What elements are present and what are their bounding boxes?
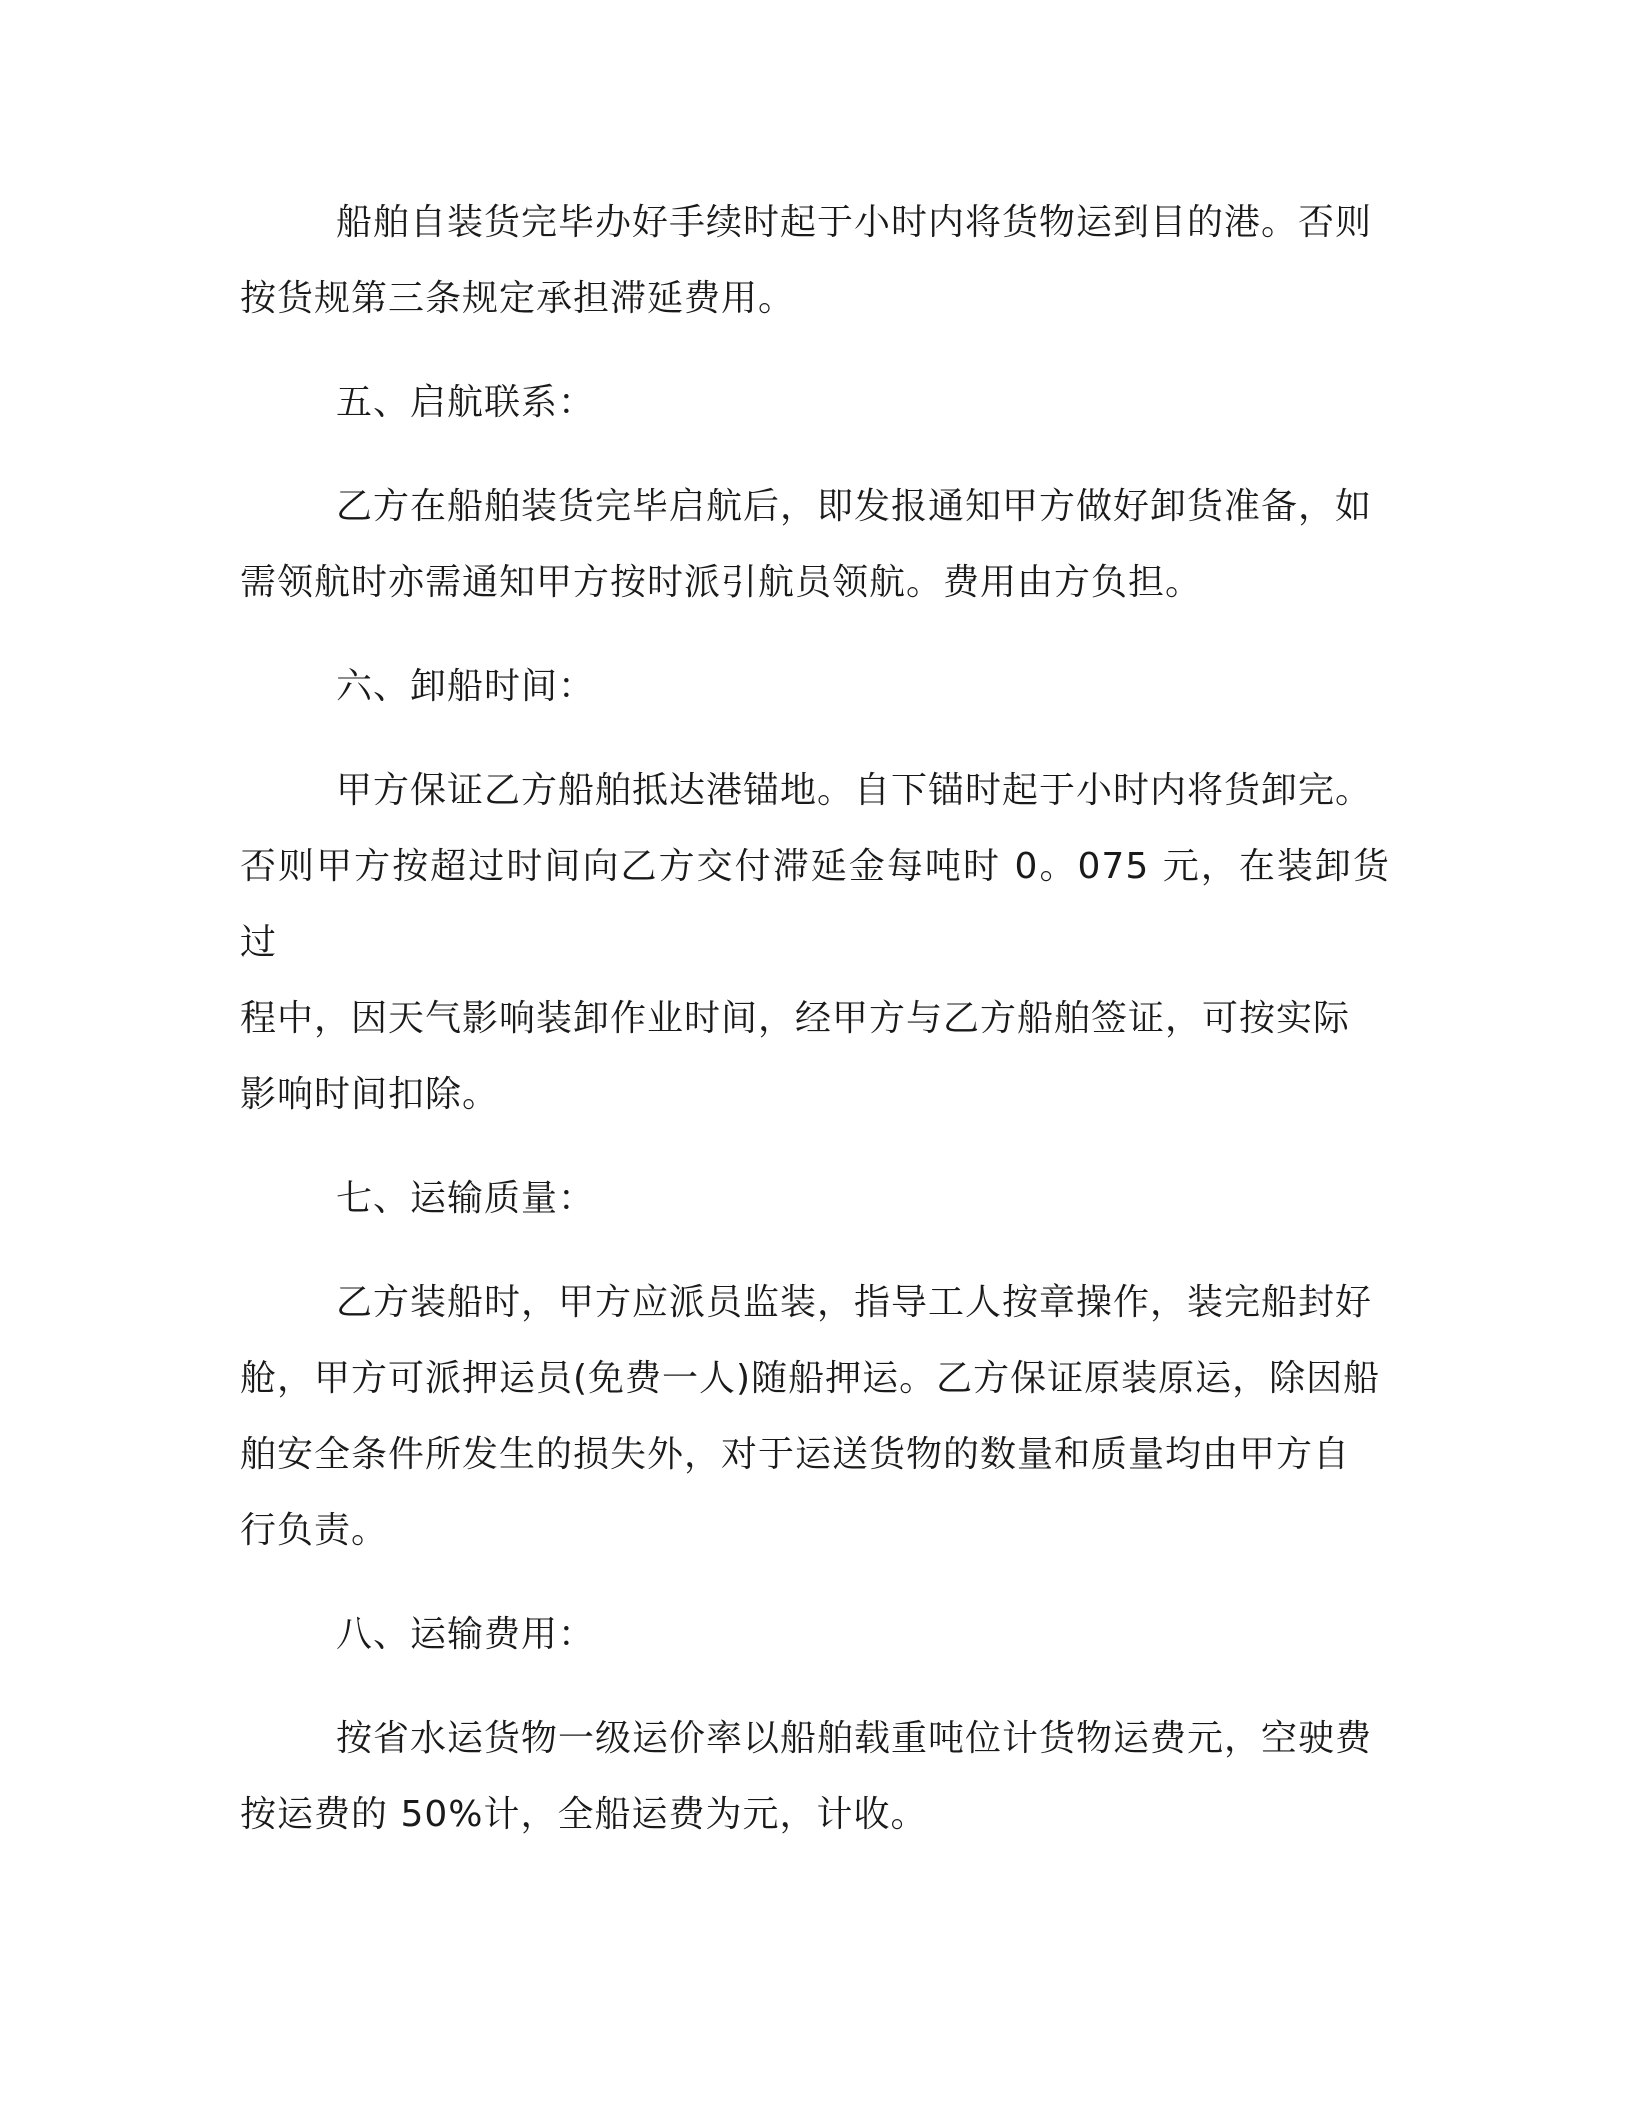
- text-line: 行负责。: [240, 1510, 389, 1551]
- paragraph-transport-time: [240, 185, 1390, 337]
- text-line: 按运费的 50%计，全船运费为元，计收。: [240, 1794, 928, 1835]
- section-heading-6: 六、卸船时间：: [336, 666, 596, 707]
- text-line: 舶安全条件所发生的损失外，对于运送货物的数量和质量均由甲方自: [240, 1434, 1351, 1475]
- paragraph-transport-fee: [240, 1701, 1390, 1853]
- section-heading-7: 七、运输质量：: [336, 1178, 596, 1219]
- paragraph-unloading-time: [240, 753, 1390, 1133]
- text-line: 船舶自装货完毕办好手续时起于小时内将货物运到目的港。否则: [336, 202, 1373, 243]
- text-line: 程中，因天气影响装卸作业时间，经甲方与乙方船舶签证，可按实际: [240, 998, 1351, 1039]
- text-line: 乙方装船时，甲方应派员监装，指导工人按章操作，装完船封好: [336, 1282, 1373, 1323]
- section-heading-5: 五、启航联系：: [336, 382, 596, 423]
- text-line: 按货规第三条规定承担滞延费用。: [240, 278, 796, 319]
- text-line: 影响时间扣除。: [240, 1074, 500, 1115]
- paragraph-departure-contact: [240, 469, 1390, 621]
- text-line: 甲方保证乙方船舶抵达港锚地。自下锚时起于小时内将货卸完。: [336, 770, 1373, 811]
- document-page: [240, 185, 1390, 1853]
- section-heading-8: 八、运输费用：: [336, 1614, 596, 1655]
- text-line: 否则甲方按超过时间向乙方交付滞延金每吨时 0。075 元，在装卸货过: [240, 846, 1390, 963]
- paragraph-transport-quality: [240, 1265, 1390, 1569]
- text-line: 按省水运货物一级运价率以船舶载重吨位计货物运费元，空驶费: [336, 1718, 1373, 1759]
- text-line: 舱，甲方可派押运员(免费一人)随船押运。乙方保证原装原运，除因船: [240, 1358, 1381, 1399]
- text-line: 需领航时亦需通知甲方按时派引航员领航。费用由方负担。: [240, 562, 1203, 603]
- text-line: 乙方在船舶装货完毕启航后，即发报通知甲方做好卸货准备，如: [336, 486, 1373, 527]
